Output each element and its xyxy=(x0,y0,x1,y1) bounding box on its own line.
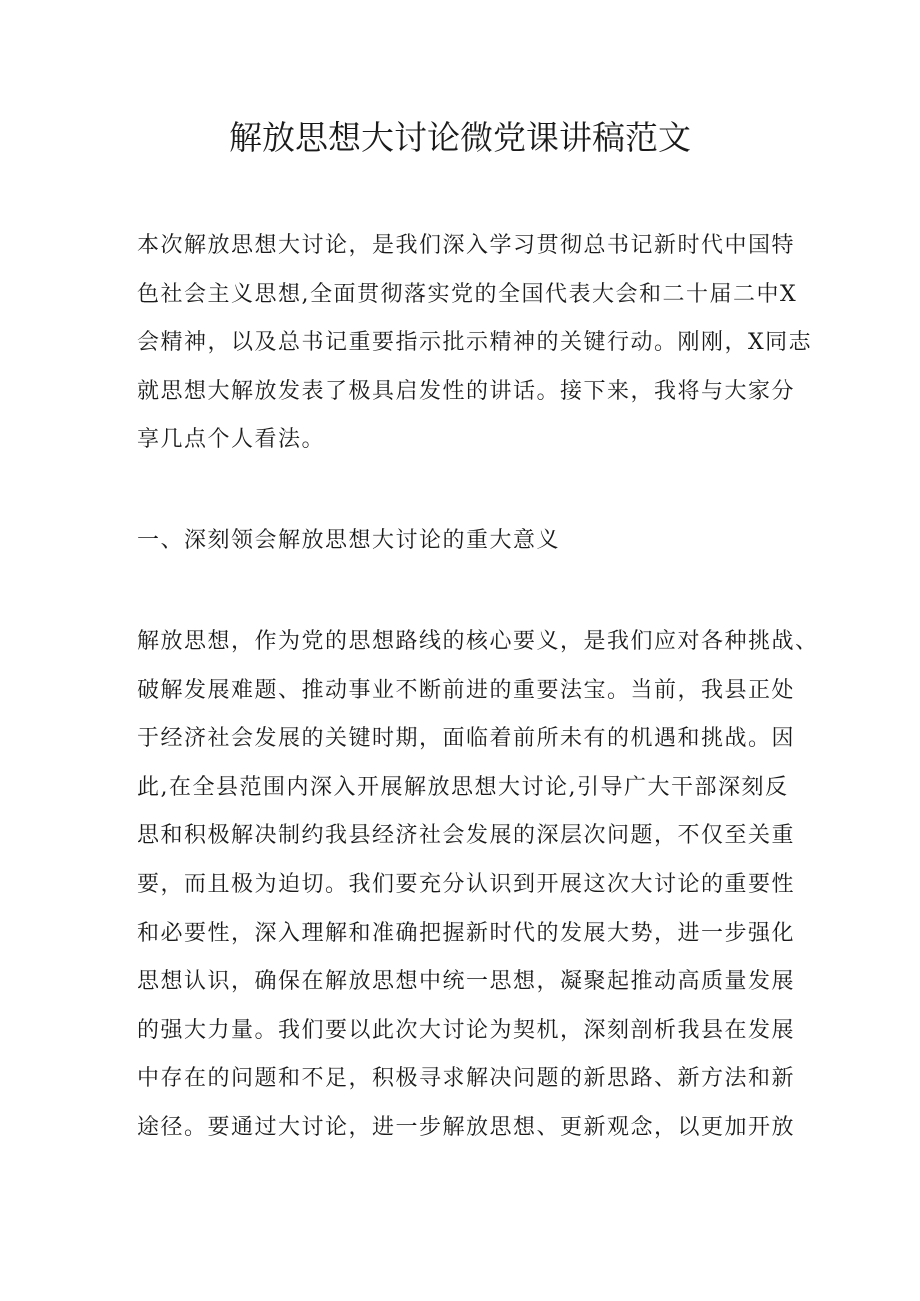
paragraph-line: 和必要性，深入理解和准确把握新时代的发展大势，进一步强化 xyxy=(137,920,796,946)
paragraph-line: 破解发展难题、推动事业不断前进的重要法宝。当前，我县正处 xyxy=(137,677,796,703)
intro-line: 本次解放思想大讨论，是我们深入学习贯彻总书记新时代中国特 xyxy=(137,233,796,258)
paragraph-line: 思和积极解决制约我县经济社会发展的深层次问题，不仅至关重 xyxy=(137,823,796,849)
intro-line: 色社会主义思想,全面贯彻落实党的全国代表大会和二十届二中X xyxy=(137,281,798,307)
document-title: 解放思想大讨论微党课讲稿范文 xyxy=(229,118,691,157)
paragraph-line: 的强大力量。我们要以此次大讨论为契机，深刻剖析我县在发展 xyxy=(137,1017,796,1043)
intro-line: 享几点个人看法。 xyxy=(137,427,326,453)
paragraph-line: 要，而且极为迫切。我们要充分认识到开展这次大讨论的重要性 xyxy=(137,871,796,897)
paragraph-line: 中存在的问题和不足，积极寻求解决问题的新思路、新方法和新 xyxy=(137,1066,796,1092)
intro-line: 会精神，以及总书记重要指示批示精神的关键行动。刚刚，X同志 xyxy=(137,330,813,356)
paragraph-line: 解放思想，作为党的思想路线的核心要义，是我们应对各种挑战、 xyxy=(137,629,819,654)
paragraph-line: 途径。要通过大讨论，进一步解放思想、更新观念，以更加开放 xyxy=(137,1114,796,1140)
intro-paragraph xyxy=(137,222,813,465)
paragraph-line: 思想认识，确保在解放思想中统一思想，凝聚起推动高质量发展 xyxy=(137,969,796,995)
section-heading: 一、深刻领会解放思想大讨论的重大意义 xyxy=(137,528,561,553)
paragraph-line: 此,在全县范围内深入开展解放思想大讨论,引导广大干部深刻反 xyxy=(137,774,789,800)
intro-line: 就思想大解放发表了极具启发性的讲话。接下来，我将与大家分 xyxy=(137,378,796,404)
paragraph-line: 于经济社会发展的关键时期，面临着前所未有的机遇和挑战。因 xyxy=(137,726,796,752)
section-paragraph xyxy=(137,618,819,1153)
